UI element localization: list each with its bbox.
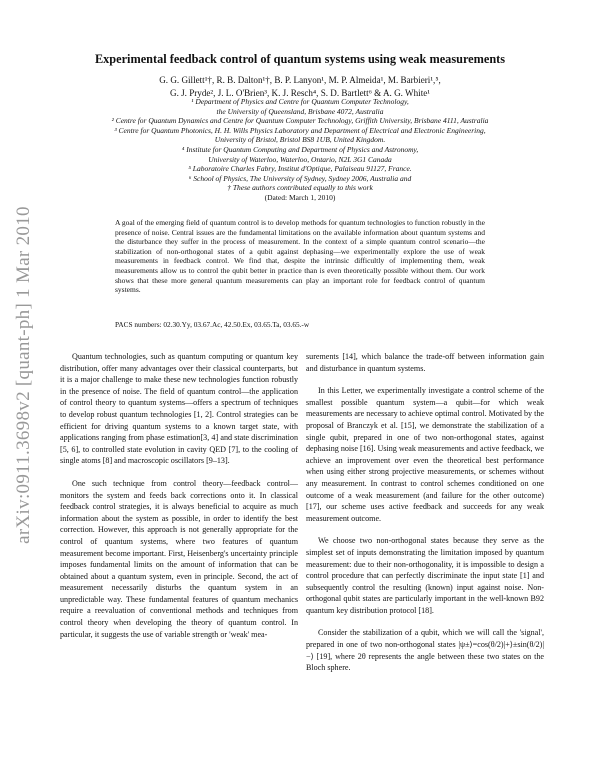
affiliation-line: ⁴ Institute for Quantum Computing and Department of Physics and Astronomy, (181, 144, 419, 154)
author-line: G. G. Gillett¹†, R. B. Dalton¹†, B. P. Lanyon¹, M. P. Almeida¹, M. Barbieri¹,⁵, (159, 75, 441, 85)
affiliation-line: ³ Centre for Quantum Photonics, H. H. Wills Physics Laboratory and Department of Electrical and Electronic Engineering, (114, 125, 486, 135)
paragraph: Consider the stabilization of a qubit, which we will call the 'signal', prepared in one of two non-orthogonal states |ψ±⟩=cos(θ/2)|+⟩±sin(θ/2)|−⟩ [19], where 2θ represents the angle between these two states on the Bloch sphere. (306, 628, 544, 673)
affiliation-line: the University of Queensland, Brisbane 4072, Australia (216, 106, 384, 116)
paragraph: Quantum technologies, such as quantum computing or quantum key distribution, offer many advantages over their classical counterparts, but it is a major challenge to make these new technologies function robustly in the presence of noise. The field of quantum control—the application of control theory to quantum systems—offers a spectrum of techniques to develop robust quantum technologies [1, 2]. Control strategies can be efficient for driving quantum systems to a known target state, with applications ranging from phase estimation[3, 4] and state discrimination [5, 6], to controlled state evolution in cavity QED [7], to the cooling of single atoms [8] and macroscopic oscillators [9–13]. (60, 352, 298, 466)
right-column (306, 351, 544, 685)
dated-line: (Dated: March 1, 2010) (264, 192, 336, 202)
affiliation-line: ⁵ Laboratoire Charles Fabry, Institut d'Optique, Palaiseau 91127, France. (188, 164, 412, 174)
author-line: G. J. Pryde², J. L. O'Brien³, K. J. Resch⁴, S. D. Bartlett⁶ & A. G. White¹ (170, 87, 430, 98)
left-column (60, 351, 298, 651)
arxiv-identifier: arXiv:0911.3698v2 [quant-ph] 1 Mar 2010 (13, 206, 34, 544)
paper-title: Experimental feedback control of quantum systems using weak measurements (94, 52, 506, 66)
affiliation-line: ¹ Department of Physics and Centre for Quantum Computer Technology, (191, 97, 409, 106)
affiliation-line: ⁶ School of Physics, The University of Sydney, Sydney 2006, Australia and (188, 173, 412, 183)
affiliation-line: University of Waterloo, Waterloo, Ontario, N2L 3G1 Canada (208, 154, 392, 164)
paragraph: In this Letter, we experimentally investigate a control scheme of the smallest possible quantum system—a qubit—for which weak measurements are necessary to achieve optimal control. Motivated by the proposal of Branczyk et al. [15], we demonstrate the stabilization of a single qubit, prepared in one of two non-orthogonal states, against dephasing noise [16]. Using weak measurements and active feedback, we achieve an improvement over even the theoretical best performance when using either strong projective measurements, or schemes without any measurement. In contrast to control schemes conditioned on one outcome of a weak measurement (and failure for the other outcome) [17], our scheme uses active feedback and succeeds for any weak measurement outcome. (306, 386, 545, 523)
author-list (0, 74, 600, 99)
affiliation-line: University of Bristol, Bristol BS8 1UB, United Kingdom. (214, 135, 386, 145)
affiliation-line: † These authors contributed equally to this work (227, 183, 373, 193)
paragraph: surements [14], which balance the trade-off between information gain and disturbance in quantum systems. (306, 352, 544, 373)
paragraph: We choose two non-orthogonal states because they serve as the simplest set of inputs demonstrating the limitation imposed by quantum measurement: due to their non-orthogonality, it is impossible to design a control procedure that can perfectly discriminate the input state [1] and subsequently control the resulting (known) input against noise. Non-orthogonal qubit states are particularly important in the well-known B92 quantum key distribution protocol [18]. (306, 536, 544, 615)
pacs-numbers: PACS numbers: 02.30.Yy, 03.67.Ac, 42.50.Ex, 03.65.Ta, 03.65.-w (115, 320, 310, 329)
abstract: A goal of the emerging field of quantum control is to develop methods for quantum technologies to function robustly in the presence of noise. Central issues are the fundamental limitations on the available information about quantum systems and the disturbance they suffer in the process of measurement. In the context of a simple quantum control scenario—the stabilization of non-orthogonal states of a qubit against dephasing—we experimentally explore the use of weak measurements in feedback control. We find that, despite the intrinsic difficultly of implementing them, weak measurements allow us to control the qubit better in practice than is even theoretically possible without them. Our work shows that these more general quantum measurements can play an important role for feedback control of quantum systems. (115, 218, 485, 295)
affiliation-line: ² Centre for Quantum Dynamics and Centre for Quantum Computer Technology, Griffith University, Brisbane 4111, Australia (111, 116, 489, 126)
paragraph: One such technique from control theory—feedback control—monitors the system and feeds back corrections onto it. In classical feedback control strategies, it is always beneficial to acquire as much information about the system as possible, in order to identify the best correction. However, this approach is not generally appropriate for the control of quantum systems, where two features of quantum measurement become important. First, Heisenberg's uncertainty principle imposes fundamental limits on the amount of information that can be obtained about a quantum system, even in principle. Second, the act of measurement necessarily disturbs the quantum system in an unpredictable way. These fundamental features of quantum mechanics require a reevaluation of conventional methods and techniques from control theory when developing the theory of quantum control. In particular, it suggests the use of variable strength or 'weak' mea- (60, 478, 298, 639)
affiliations (40, 97, 560, 203)
